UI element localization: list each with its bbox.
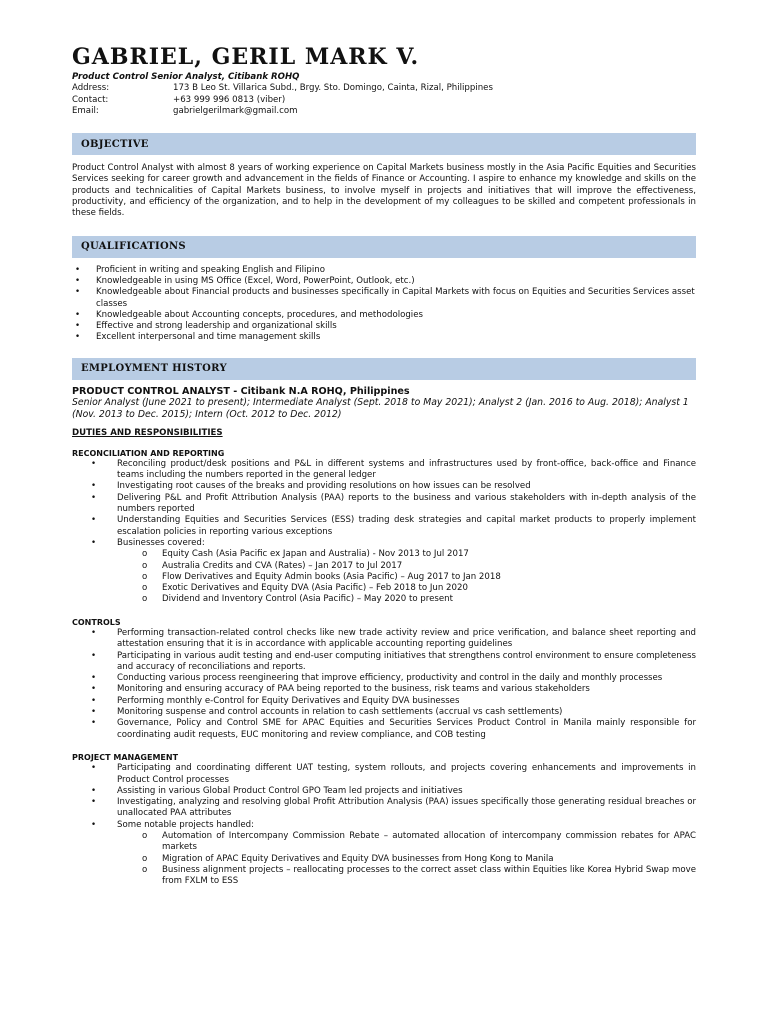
contact-value: +63 999 996 0813 (viber) bbox=[173, 94, 286, 105]
list-item: • Reconciling product/desk positions and P&L in different systems and infrastructures used by front-office, back-office and Finance teams including the numbers reported in the general ledger bbox=[72, 459, 696, 482]
list-item: • Monitoring suspense and control accounts in relation to cash settlements (accrual vs cash settlements) bbox=[72, 707, 696, 718]
list-item: • Businesses covered: bbox=[72, 538, 696, 549]
employment-heading: EMPLOYMENT HISTORY bbox=[81, 363, 227, 375]
email-label: Email: bbox=[72, 105, 99, 116]
list-item: • Investigating root causes of the breaks and providing resolutions on how issues can be resolved bbox=[72, 481, 696, 492]
qualifications-heading: QUALIFICATIONS bbox=[81, 241, 186, 253]
address-value: 173 B Leo St. Villarica Subd., Brgy. Sto. Domingo, Cainta, Rizal, Philippines bbox=[173, 83, 493, 94]
list-item: • Delivering P&L and Profit Attribution Analysis (PAA) reports to the business and various stakeholders with in-depth analysis of the numbers reported bbox=[72, 493, 696, 516]
recon-heading: RECONCILIATION AND REPORTING bbox=[72, 448, 225, 458]
list-item: • Knowledgeable in using MS Office (Excel, Word, PowerPoint, Outlook, etc.) bbox=[72, 276, 696, 287]
notable-projects-list bbox=[72, 831, 696, 887]
list-item: • Monitoring and ensuring accuracy of PAA being reported to the business, risk teams and various stakeholders bbox=[72, 684, 696, 695]
list-item: o Business alignment projects – reallocating processes to the correct asset class within Equities like Korea Hybrid Swap move from FXLM to ESS bbox=[72, 865, 696, 888]
list-item: o Dividend and Inventory Control (Asia Pacific) – May 2020 to present bbox=[72, 594, 696, 605]
email-value[interactable]: gabrielgerilmark@gmail.com bbox=[173, 105, 298, 116]
duties-heading: DUTIES AND RESPONSIBILITIES bbox=[72, 428, 223, 439]
qualifications-section-bar bbox=[72, 236, 696, 258]
list-item: • Investigating, analyzing and resolving global Profit Attribution Analysis (PAA) issues specifically those generating residual breaches or unallocated PAA attributes bbox=[72, 797, 696, 820]
qualifications-list bbox=[72, 265, 696, 344]
job-detail: Senior Analyst (June 2021 to present); Intermediate Analyst (Sept. 2018 to May 2021); Analyst 2 (Jan. 2016 to Aug. 2018); Analyst 1 (Nov. 2013 to Dec. 2015); Intern (Oct. 2012 to Dec. 2012) bbox=[72, 397, 689, 420]
objective-text: Product Control Analyst with almost 8 years of working experience on Capital Markets business mostly in the Asia Pacific Equities and Securities Services seeking for career growth and advancement in the fields of Finance or Accounting. I aspire to enhance my knowledge and skills on the products and technicalities of Capital Markets business, to involve myself in projects and initiatives that will improve the effectiveness, productivity, and efficiency of the organization, and to help in the development of my colleagues to be skilled and competent professionals in these fields. bbox=[72, 163, 696, 219]
objective-section-bar bbox=[72, 133, 696, 155]
list-item: • Participating in various audit testing and end-user computing initiatives that strengthens control environment to ensure completeness and accuracy of reconciliations and reports. bbox=[72, 651, 696, 674]
list-item: • Proficient in writing and speaking English and Filipino bbox=[72, 265, 696, 276]
list-item: • Excellent interpersonal and time management skills bbox=[72, 332, 696, 343]
projects-heading: PROJECT MANAGEMENT bbox=[72, 752, 179, 762]
list-item: • Effective and strong leadership and organizational skills bbox=[72, 321, 696, 332]
employment-section-bar bbox=[72, 358, 696, 380]
list-item: • Participating and coordinating different UAT testing, system rollouts, and projects covering enhancements and improvements in Product Control processes bbox=[72, 763, 696, 786]
candidate-name: GABRIEL, GERIL MARK V. bbox=[72, 44, 420, 70]
address-label: Address: bbox=[72, 83, 110, 94]
list-item: • Understanding Equities and Securities Services (ESS) trading desk strategies and capital market products to properly implement escalation policies in reporting various exceptions bbox=[72, 515, 696, 538]
candidate-subtitle: Product Control Senior Analyst, Citibank ROHQ bbox=[72, 72, 300, 82]
recon-list bbox=[72, 459, 696, 549]
list-item: o Migration of APAC Equity Derivatives and Equity DVA businesses from Hong Kong to Manila bbox=[72, 854, 696, 865]
controls-heading: CONTROLS bbox=[72, 617, 121, 627]
list-item: o Automation of Intercompany Commission Rebate – automated allocation of intercompany commission rebates for APAC markets bbox=[72, 831, 696, 854]
list-item: o Exotic Derivatives and Equity DVA (Asia Pacific) – Feb 2018 to Jun 2020 bbox=[72, 583, 696, 594]
businesses-list bbox=[72, 549, 696, 605]
email-row bbox=[72, 106, 696, 117]
contact-row bbox=[72, 95, 696, 106]
contact-label: Contact: bbox=[72, 94, 109, 105]
list-item: • Governance, Policy and Control SME for APAC Equities and Securities Services Product Control in Manila mainly responsible for coordinating audit requests, EUC monitoring and review compliance, and COB testing bbox=[72, 718, 696, 741]
list-item: • Performing transaction-related control checks like new trade activity review and price verification, and balance sheet reporting and attestation ensuring that it is in accordance with applicable accounting reporting guidelines bbox=[72, 628, 696, 651]
list-item: o Equity Cash (Asia Pacific ex Japan and Australia) - Nov 2013 to Jul 2017 bbox=[72, 549, 696, 560]
list-item: o Australia Credits and CVA (Rates) – Jan 2017 to Jul 2017 bbox=[72, 561, 696, 572]
projects-list bbox=[72, 763, 696, 831]
objective-heading: OBJECTIVE bbox=[81, 138, 149, 150]
list-item: • Conducting various process reengineering that improve efficiency, productivity and control in the daily and monthly processes bbox=[72, 673, 696, 684]
list-item: o Flow Derivatives and Equity Admin books (Asia Pacific) – Aug 2017 to Jan 2018 bbox=[72, 572, 696, 583]
job-title: PRODUCT CONTROL ANALYST - Citibank N.A ROHQ, Philippines bbox=[72, 385, 410, 397]
address-row bbox=[72, 83, 696, 94]
list-item: • Assisting in various Global Product Control GPO Team led projects and initiatives bbox=[72, 786, 696, 797]
list-item: • Some notable projects handled: bbox=[72, 820, 696, 831]
list-item: • Knowledgeable about Accounting concepts, procedures, and methodologies bbox=[72, 310, 696, 321]
list-item: • Performing monthly e-Control for Equity Derivatives and Equity DVA businesses bbox=[72, 696, 696, 707]
controls-list bbox=[72, 628, 696, 741]
list-item: • Knowledgeable about Financial products and businesses specifically in Capital Markets with focus on Equities and Securities Services asset classes bbox=[72, 287, 696, 310]
